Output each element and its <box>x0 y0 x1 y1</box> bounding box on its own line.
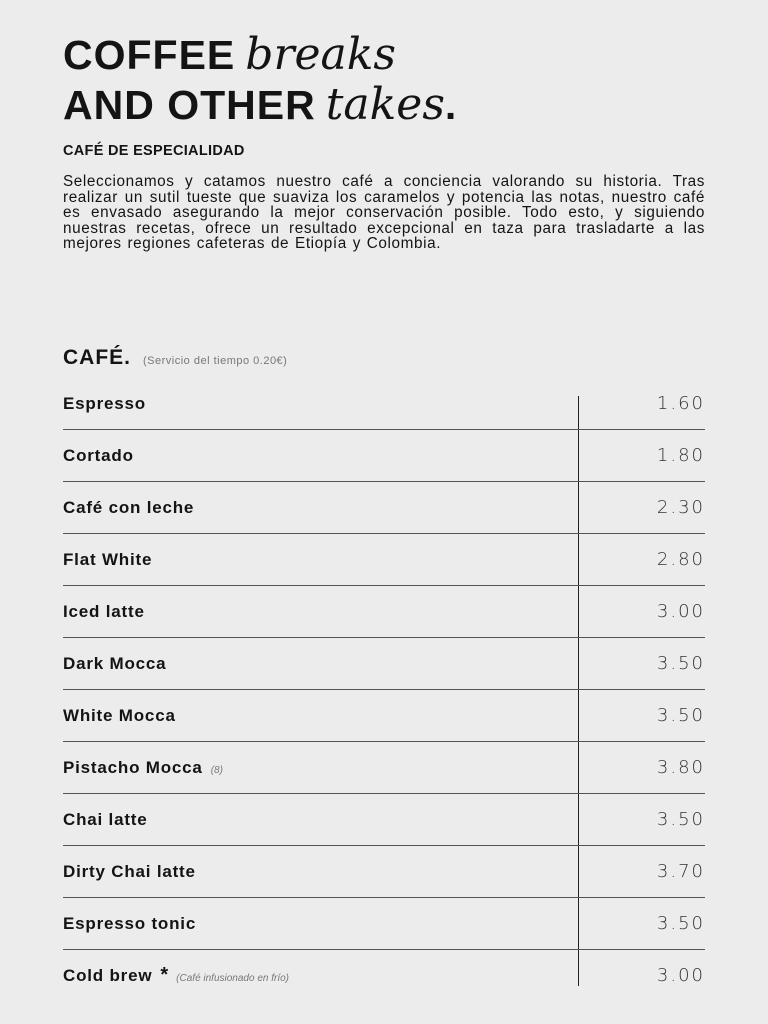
item-price: 3.80 <box>656 757 705 778</box>
menu-item <box>63 742 705 794</box>
item-price: 3.50 <box>656 913 705 934</box>
menu-item <box>63 430 705 482</box>
item-price: 3.50 <box>656 653 705 674</box>
item-price: 1.60 <box>656 393 705 414</box>
item-price: 2.80 <box>656 549 705 570</box>
title-bold-and-other: AND OTHER <box>63 82 316 128</box>
menu-item <box>63 378 705 430</box>
item-price: 1.80 <box>656 445 705 466</box>
item-name: Café con leche <box>63 497 195 517</box>
item-name: White Mocca <box>63 705 176 725</box>
menu-section-title <box>63 346 287 370</box>
menu-item <box>63 534 705 586</box>
item-price: 3.50 <box>656 705 705 726</box>
menu-title: CAFÉ. <box>63 346 131 369</box>
item-name: Dark Mocca <box>63 653 167 673</box>
item-price: 3.00 <box>656 601 705 622</box>
title-line-1 <box>63 30 457 80</box>
title-script-breaks: breaks <box>245 29 397 80</box>
title-bold-coffee: COFFEE <box>63 32 236 78</box>
item-name: Espresso tonic <box>63 913 197 933</box>
item-price: 2.30 <box>656 497 705 518</box>
item-name: Chai latte <box>63 809 148 829</box>
menu-item <box>63 794 705 846</box>
item-name: Iced latte <box>63 601 145 621</box>
item-price: 3.50 <box>656 809 705 830</box>
item-name: Cortado <box>63 445 134 465</box>
item-name: Espresso <box>63 393 146 413</box>
item-name: Pistacho Mocca <box>63 757 203 777</box>
menu-item <box>63 898 705 950</box>
item-price: 3.00 <box>656 965 705 986</box>
title-period: . <box>444 82 458 128</box>
coffee-menu-list <box>63 378 705 1001</box>
menu-item <box>63 586 705 638</box>
specialty-heading: CAFÉ DE ESPECIALIDAD <box>63 143 245 159</box>
allergen-note: (8) <box>210 764 223 776</box>
menu-item <box>63 950 705 1001</box>
specialty-description: Seleccionamos y catamos nuestro café a conciencia valorando su historia. Tras realizar un sutil tueste que suaviza los caramelos y potencia las notas, nuestro café es envasado asegurando la mejor conservación posible. Todo esto, y siguiendo nuestras recetas, ofrece un resultado excepcional en taza para trasladarte a las mejores regiones cafeteras de Etiopía y Colombia. <box>63 173 705 253</box>
menu-item <box>63 690 705 742</box>
item-name: Dirty Chai latte <box>63 861 196 881</box>
menu-item <box>63 638 705 690</box>
page-title <box>63 30 457 130</box>
title-script-takes: takes <box>325 79 445 130</box>
item-price: 3.70 <box>656 861 705 882</box>
item-name: Flat White <box>63 549 153 569</box>
title-line-2 <box>63 80 457 130</box>
menu-item <box>63 482 705 534</box>
asterisk-icon: * <box>160 964 169 986</box>
item-description-note: (Café infusionado en frío) <box>176 973 290 984</box>
menu-item <box>63 846 705 898</box>
item-name: Cold brew <box>63 966 153 985</box>
service-note: (Servicio del tiempo 0.20€) <box>143 355 288 367</box>
